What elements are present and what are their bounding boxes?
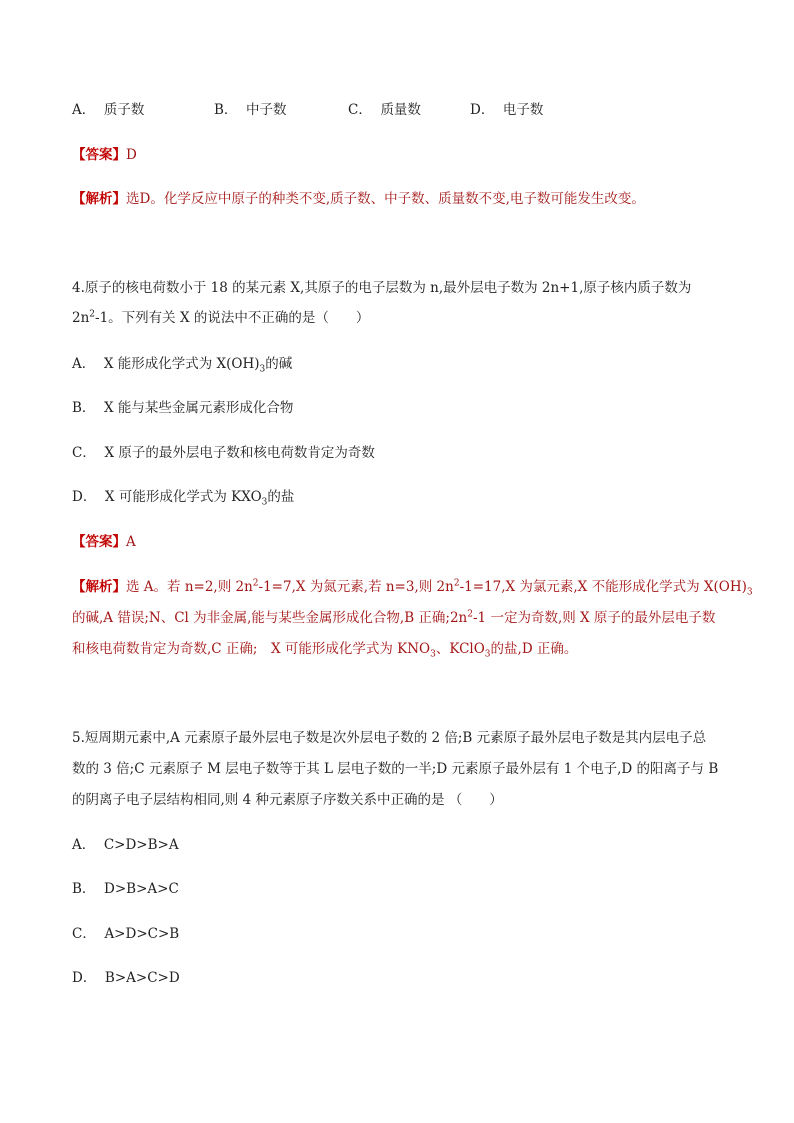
analysis-tag: 【解析】 [72, 191, 126, 207]
option-letter: C． [72, 445, 96, 461]
subscript: 3 [484, 649, 491, 660]
option-text: 的盐 [267, 489, 295, 505]
analysis-text: 的碱,A 错误;N、Cl 为非金属,能与某些金属形成化合物,B 正确;2n [72, 610, 468, 626]
q5-option-c [72, 924, 179, 944]
option-text: X 可能形成化学式为 KXO [104, 489, 262, 505]
option-letter: B． [72, 400, 96, 416]
q3-answer [72, 145, 137, 165]
q4-stem-line2 [72, 308, 369, 328]
subscript: 3 [261, 497, 268, 508]
answer-value: D [126, 147, 137, 163]
stem-text: 的阴离子电子层结构相同,则 4 种元素原子序数关系中正确的是 （ ） [72, 792, 503, 808]
option-text: 的碱 [265, 356, 293, 372]
option-text: C>D>B>A [103, 837, 179, 853]
q3-option-a [72, 100, 144, 120]
option-letter: A． [72, 356, 96, 372]
answer-tag: 【答案】 [72, 534, 126, 550]
q3-option-c [348, 100, 421, 120]
option-text: D>B>A>C [104, 881, 179, 897]
superscript: 2 [89, 309, 96, 320]
q4-option-a [72, 354, 292, 374]
q3-option-d [470, 100, 543, 120]
option-letter: A． [72, 102, 96, 118]
superscript: 2 [252, 578, 259, 589]
stem-text: 5.短周期元素中,A 元素原子最外层电子数是次外层电子数的 2 倍;B 元素原子最外层电子数是其内层电子总 [72, 730, 707, 746]
option-text: A>D>C>B [104, 926, 180, 942]
option-letter: D． [72, 970, 97, 986]
subscript: 3 [746, 587, 753, 598]
answer-tag: 【答案】 [72, 147, 126, 163]
answer-value: A [126, 534, 136, 550]
analysis-tag: 【解析】 [72, 579, 126, 595]
q4-option-b [72, 398, 293, 418]
q5-option-b [72, 879, 179, 899]
q4-analysis-line3 [72, 639, 577, 659]
q5-stem-line1 [72, 728, 706, 748]
option-text: 电子数 [502, 102, 544, 118]
option-letter: D． [470, 102, 495, 118]
q5-option-d [72, 968, 180, 988]
analysis-text: 和核电荷数肯定为奇数,C 正确; X 可能形成化学式为 KNO [72, 641, 431, 657]
analysis-text: -1 一定为奇数,则 X 原子的最外层电子数 [473, 610, 716, 626]
option-text: 中子数 [246, 102, 287, 118]
option-letter: C． [72, 926, 96, 942]
q3-option-b [214, 100, 287, 120]
q4-option-c [72, 443, 375, 463]
option-text: X 能形成化学式为 X(OH) [103, 356, 260, 372]
q4-stem-line1 [72, 278, 691, 298]
stem-text: -1。下列有关 X 的说法中不正确的是（ ） [95, 310, 370, 326]
q4-option-d [72, 487, 294, 507]
q5-option-a [72, 835, 179, 855]
option-letter: C． [348, 102, 372, 118]
stem-text: 4.原子的核电荷数小于 18 的某元素 X,其原子的电子层数为 n,最外层电子数为 2n+1,原子核内质子数为 [72, 280, 692, 296]
subscript: 3 [259, 364, 266, 375]
superscript: 2 [467, 609, 473, 620]
q4-analysis-line1 [72, 577, 753, 597]
analysis-text: 选D。化学反应中原子的种类不变,质子数、中子数、质量数不变,电子数可能发生改变。 [126, 191, 645, 207]
superscript: 2 [453, 578, 460, 589]
option-text: X 原子的最外层电子数和核电荷数肯定为奇数 [104, 445, 375, 461]
option-text: 质子数 [103, 102, 145, 118]
option-letter: A． [72, 837, 96, 853]
q4-answer [72, 532, 136, 552]
q4-analysis-line2 [72, 608, 715, 628]
subscript: 3 [430, 649, 436, 660]
q3-analysis [72, 189, 645, 209]
option-letter: B． [214, 102, 238, 118]
option-letter: D． [72, 489, 97, 505]
analysis-text: 选 A。若 n=2,则 2n [126, 579, 253, 595]
q5-stem-line3 [72, 790, 503, 810]
stem-text: 数的 3 倍;C 元素原子 M 层电子数等于其 L 层电子数的一半;D 元素原子最外层有 1 个电子,D 的阳离子与 B [72, 761, 719, 777]
q5-stem-line2 [72, 759, 718, 779]
analysis-text: 、KClO [435, 641, 485, 657]
stem-text: 2n [72, 310, 90, 326]
option-text: X 能与某些金属元素形成化合物 [104, 400, 294, 416]
option-letter: B． [72, 881, 96, 897]
analysis-text: 的盐,D 正确。 [490, 641, 578, 657]
option-text: 质量数 [380, 102, 421, 118]
option-text: B>A>C>D [104, 970, 180, 986]
analysis-text: -1=17,X 为氯元素,X 不能形成化学式为 X(OH) [459, 579, 747, 595]
analysis-text: -1=7,X 为氮元素,若 n=3,则 2n [258, 579, 454, 595]
